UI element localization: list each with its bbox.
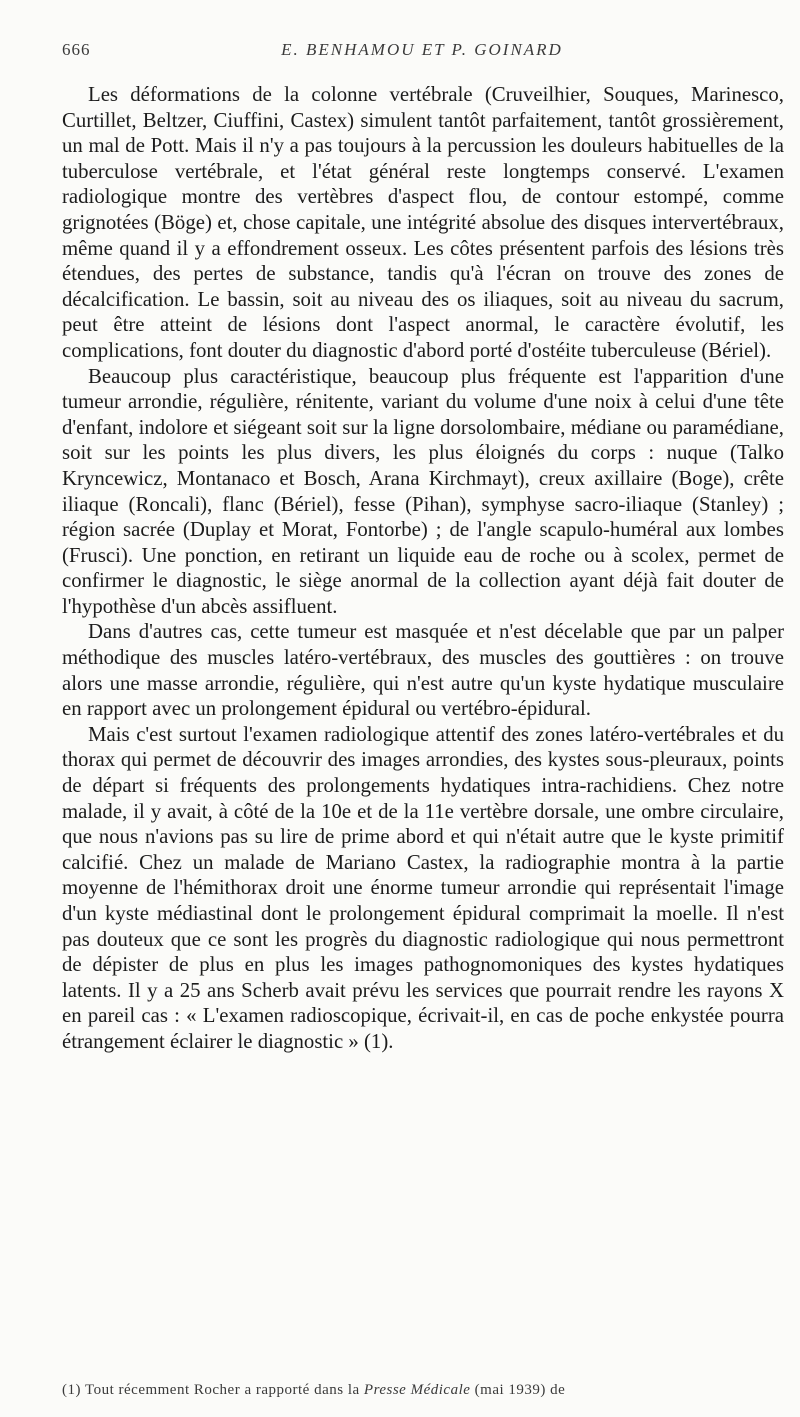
page-number: 666 [62, 40, 91, 59]
page-header [62, 40, 782, 68]
footnote [62, 1381, 784, 1399]
running-head: E. BENHAMOU ET P. GOINARD [281, 40, 563, 59]
footnote-text-end: (mai 1939) de [470, 1382, 566, 1398]
body-text [62, 82, 784, 1055]
footnote-journal-title: Presse Médicale [363, 1382, 471, 1398]
paragraph-4: Mais c'est surtout l'examen radiologique attentif des zones latéro-vertébrales et du thorax qui permet de découvrir des images arrondies, des kystes sous-pleuraux, points de départ si fréquents des prolongements hydatiques intra-rachidiens. Chez notre malade, il y avait, à côté de la 10e et de la 11e vertèbre dorsale, une ombre circulaire, que nous n'avions pas su lire de prime abord et qui n'était autre que le kyste primitif calcifié. Chez un malade de Mariano Castex, la radiographie montra à la partie moyenne de l'hémithorax droit une énorme tumeur arrondie qui représentait l'image d'un kyste médiastinal dont le prolongement épidural comprimait la moelle. Il n'est pas douteux que ce sont les progrès du diagnostic radiologique qui nous permettront de dépister de plus en plus les images pathognomoniques des kystes hydatiques latents. Il y a 25 ans Scherb avait prévu les services que pourrait rendre les rayons X en pareil cas : « L'examen radioscopique, écrivait-il, en cas de poche enkystée pourra étrangement éclairer le diagnostic » (1). [62, 722, 784, 1053]
paragraph-3: Dans d'autres cas, cette tumeur est masquée et n'est décelable que par un palper méthodique des muscles latéro-vertébraux, des muscles des gouttières : on trouve alors une masse arrondie, régulière, qui n'est autre qu'un kyste hydatique musculaire en rapport avec un prolongement épidural ou vertébro-épidural. [62, 620, 784, 721]
paragraph-1: Les déformations de la colonne vertébrale (Cruveilhier, Souques, Marinesco, Curtillet, Beltzer, Ciuffini, Castex) simulent tantôt parfaitement, tantôt grossièrement, un mal de Pott. Mais il n'y a pas toujours à la percussion les douleurs habituelles de la tuberculose vertébrale, et l'état général reste longtemps conservé. L'examen radiologique montre des vertèbres d'aspect flou, de contour estompé, comme grignotées (Böge) et, chose capitale, une intégrité absolue des disques intervertébraux, même quand il y a effondrement osseux. Les côtes présentent parfois des lésions très étendues, des pertes de substance, tandis qu'à l'écran on trouve des zones de décalcification. Le bassin, soit au niveau des os iliaques, soit au niveau du sacrum, peut être atteint de lésions dont l'aspect anormal, le caractère évolutif, les complications, font douter du diagnostic d'abord porté d'ostéite tuberculeuse (Bériel). [62, 83, 784, 362]
footnote-text: (1) Tout récemment Rocher a rapporté dans la [62, 1382, 364, 1398]
paragraph-2: Beaucoup plus caractéristique, beaucoup plus fréquente est l'apparition d'une tumeur arrondie, régulière, rénitente, variant du volume d'une noix à celui d'une tête d'enfant, indolore et siégeant soit sur la ligne dorsolombaire, médiane ou paramédiane, soit sur les points les plus divers, les plus éloignés du corps : nuque (Talko Kryncewicz, Montanaco et Bosch, Arana Kirchmayt), creux axillaire (Boge), crête iliaque (Roncali), flanc (Bériel), fesse (Pihan), symphyse sacro-iliaque (Stanley) ; région sacrée (Duplay et Morat, Fontorbe) ; de l'angle scapulo-huméral aux lombes (Frusci). Une ponction, en retirant un liquide eau de roche ou à scolex, permet de confirmer le diagnostic, le siège anormal de la collection ayant déjà fait douter de l'hypothèse d'un abcès assifluent. [62, 364, 784, 618]
